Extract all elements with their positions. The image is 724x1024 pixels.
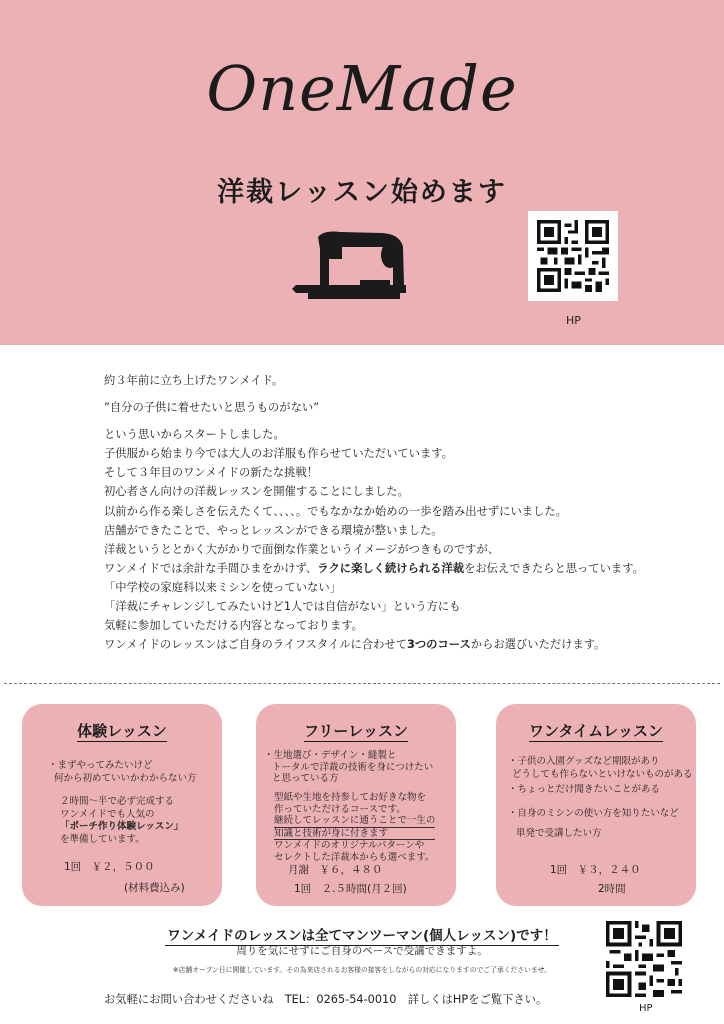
intro-line (104, 635, 664, 654)
course-card-onetime[interactable] (496, 704, 696, 906)
course-detail (508, 784, 660, 797)
course-line: ワンメイドでも人気の (60, 808, 155, 820)
course-line: ・子供の入園グッズなど期限があり (508, 756, 660, 767)
qr-code-hp-footer[interactable] (606, 921, 682, 997)
intro-line: そして３年目のワンメイドの新たな挑戦！ (104, 466, 319, 480)
course-line: を準備しています。 (60, 833, 145, 845)
course-line: 単発で受講したい方 (516, 828, 602, 839)
course-price-note: 2時間 (598, 883, 626, 895)
page-title: 洋裁レッスン始めます (217, 177, 507, 208)
intro-line: 店舗ができたことで、やっとレッスンができる環境が整いました。 (104, 523, 443, 537)
intro-line (104, 559, 664, 578)
intro-line: 子供服から始まり今では大人のお洋服も作らせていただいています。 (104, 447, 453, 461)
qr-code-icon (606, 921, 682, 997)
intro-text (104, 371, 664, 654)
intro-line: 「中学校の家庭科以来ミシンを使っていない」 (104, 580, 341, 594)
intro-line: 洋裁というととかく大がかりで面倒な作業というイメージがつきものですが、 (104, 542, 500, 556)
dashed-divider (4, 683, 720, 684)
intro-line: ”自分の子供に着せたいと思うものがない” (104, 401, 320, 415)
course-title-text: 体験レッスン (77, 722, 167, 740)
course-description (264, 750, 433, 785)
course-price-note: (材料費込み) (124, 882, 185, 894)
course-line: と思っている方 (272, 773, 339, 784)
intro-emphasis: ラクに楽しく続けられる洋裁 (317, 561, 465, 575)
course-title (22, 720, 222, 741)
intro-line: という思いからスタートしました。 (104, 428, 285, 442)
intro-text-part: ワンメイドのレッスンはご自身のライフスタイルに合わせて (104, 638, 407, 652)
course-line: 継続してレッスンに通うことで一生の (274, 815, 436, 826)
intro-text-part: からお選びいただけます。 (470, 638, 606, 652)
intro-text-part: ワンメイドでは余計な手間ひまをかけず、 (104, 561, 318, 575)
intro-line: 約３年前に立ち上げたワンメイド。 (104, 374, 284, 387)
course-line: 「ポーチ作り体験レッスン」 (60, 821, 184, 832)
course-line: ・自身のミシンの使い方を知りたいなど (508, 808, 679, 819)
qr-label: HP (639, 1003, 653, 1014)
footer-headline-text: ワンメイドのレッスンは全てマンツーマン(個人レッスン)です！ (167, 928, 557, 944)
course-description (508, 756, 693, 781)
course-price: 1回 ￥２，５００ (64, 861, 155, 873)
course-line: ・生地選び・デザイン・縫製と (264, 750, 397, 761)
intro-text-part: をお伝えできたらと思っています。 (464, 561, 644, 575)
intro-line: 「洋裁にチャレンジしてみたいけど1人では自信がない」という方にも (104, 600, 461, 614)
course-line: 型紙や生地を持参してお好きな物を (274, 792, 427, 803)
qr-code-hp[interactable] (528, 211, 618, 301)
intro-line: 気軽に参加していただける内容となっております。 (104, 619, 363, 633)
course-line: 作っていただけるコースです。 (274, 803, 406, 815)
course-line: 知識と技術が身に付きます (274, 828, 435, 841)
course-line: セレクトした洋裁本からも選べます。 (274, 851, 435, 863)
course-line: ・まずやってみたいけど (48, 760, 153, 771)
course-line: トータルで洋裁の技術を身につけたい (272, 761, 434, 773)
sewing-machine-icon (290, 225, 410, 307)
course-price: 月謝 ￥６，４８０ (288, 864, 383, 876)
course-line: どうしても作らないといけないものがある (512, 768, 693, 780)
footer-contact: お気軽にお問い合わせくださいね TEL：0265-54-0010 詳しくはHPをご覧下さい。 (104, 993, 548, 1006)
course-line: 何から初めていいかわからない方 (54, 772, 197, 784)
intro-emphasis: 3つのコース (407, 638, 471, 652)
qr-label: HP (566, 314, 581, 327)
intro-line: 初心者さん向けの洋裁レッスンを開催することにしました。 (104, 485, 409, 499)
course-line: ワンメイドのオリジナルパターンや (274, 840, 425, 851)
course-detail (274, 792, 435, 863)
course-line: ・ちょっとだけ聞きたいことがある (508, 784, 661, 795)
intro-line: 以前から作る楽しさを伝えたくて、、、、。でもなかなか始めの一歩を踏み出せずにいました。 (104, 504, 567, 518)
course-line: ２時間～半で必ず完成する (60, 796, 175, 807)
course-detail (508, 804, 679, 844)
course-card-free[interactable] (256, 704, 456, 906)
qr-code-icon (537, 220, 609, 292)
footer-subtext: 周りを気にせずにご自身のペースで受講できますよ。 (236, 945, 488, 957)
course-description (48, 760, 197, 785)
course-title-text: フリーレッスン (304, 722, 408, 740)
course-price-note: 1回 ２.５時間(月２回) (294, 883, 407, 895)
course-card-trial[interactable] (22, 704, 222, 906)
course-detail (60, 796, 183, 846)
course-title-text: ワンタイムレッスン (529, 722, 663, 740)
course-title (256, 720, 456, 741)
logo: OneMade (206, 52, 518, 125)
course-title (496, 720, 696, 741)
footer-note: ※店舗オープン日に開催しています。その為来店されるお客様の接客をしながらの対応になりますのでご了承くださいませ。 (172, 966, 552, 974)
course-price: 1回 ￥３，２４０ (550, 864, 641, 876)
